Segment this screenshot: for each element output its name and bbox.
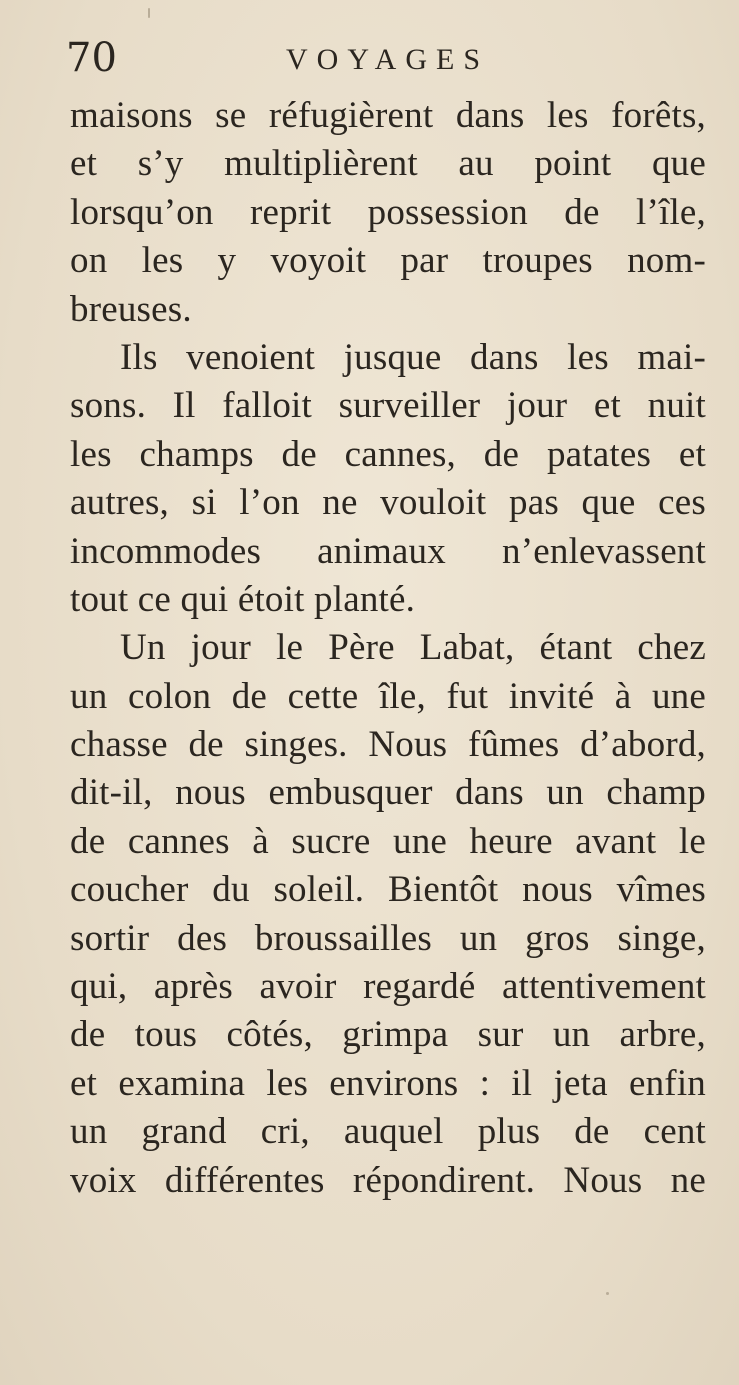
paragraph-start-line: Un jour le Père Labat, étant chez bbox=[120, 627, 706, 669]
text-line: on les y voyoit par troupes nom- bbox=[70, 240, 706, 282]
text-line: un grand cri, auquel plus de cent bbox=[70, 1111, 706, 1153]
text-line: chasse de singes. Nous fûmes d’abord, bbox=[70, 724, 706, 766]
text-line: qui, après avoir regardé attentivement bbox=[70, 966, 706, 1008]
text-line: un colon de cette île, fut invité à une bbox=[70, 675, 706, 717]
text-line: les champs de cannes, de patates et bbox=[70, 433, 706, 475]
text-line: de tous côtés, grimpa sur un arbre, bbox=[70, 1014, 706, 1056]
text-line: voix différentes répondirent. Nous ne bbox=[70, 1159, 706, 1201]
text-line: de cannes à sucre une heure avant le bbox=[70, 820, 706, 862]
running-title: VOYAGES bbox=[286, 43, 490, 76]
text-line: et s’y multiplièrent au point que bbox=[70, 143, 706, 185]
text-line: lorsqu’on reprit possession de l’île, bbox=[70, 191, 706, 233]
text-line: dit-il, nous embusquer dans un champ bbox=[70, 772, 706, 814]
paper-speck bbox=[148, 8, 150, 18]
body-text bbox=[70, 92, 706, 1205]
text-line: coucher du soleil. Bientôt nous vîmes bbox=[70, 869, 706, 911]
page-number: 70 bbox=[66, 35, 117, 81]
text-line: et examina les environs : il jeta enfin bbox=[70, 1062, 706, 1104]
text-line: breuses. bbox=[70, 288, 192, 330]
text-line: autres, si l’on ne vouloit pas que ces bbox=[70, 482, 706, 524]
text-line: maisons se réfugièrent dans les forêts, bbox=[70, 95, 706, 136]
text-line: sortir des broussailles un gros singe, bbox=[70, 917, 706, 959]
text-line: incommodes animaux n’enlevassent bbox=[70, 530, 706, 572]
running-head bbox=[66, 36, 706, 80]
text-line: tout ce qui étoit planté. bbox=[70, 578, 416, 620]
paragraph-start-line: Ils venoient jusque dans les mai- bbox=[120, 336, 706, 378]
text-line: sons. Il falloit surveiller jour et nuit bbox=[70, 385, 706, 427]
paper-speck bbox=[606, 1292, 609, 1295]
